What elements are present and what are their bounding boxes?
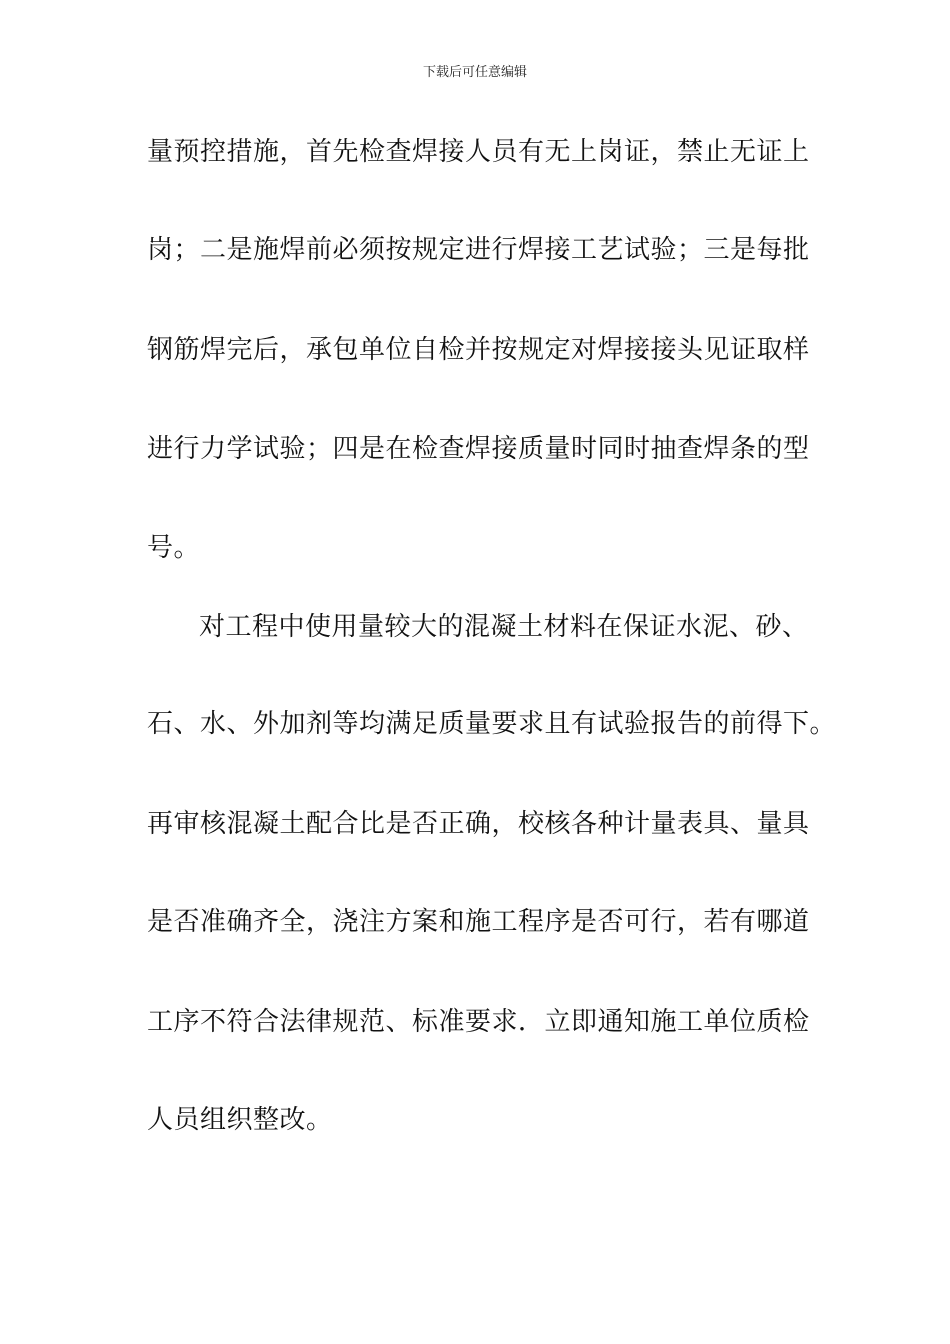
paragraph-line: 石、水、外加剂等均满足质量要求且有试验报告的前得下。 xyxy=(147,709,837,739)
paragraph-line: 岗；二是施焊前必须按规定进行焊接工艺试验；三是每批 xyxy=(147,235,810,265)
page-header: 下载后可任意编辑 xyxy=(422,65,527,80)
paragraph-line: 进行力学试验；四是在检查焊接质量时同时抽查焊条的型 xyxy=(147,434,810,464)
paragraph-line: 工序不符合法律规范、标准要求．立即通知施工单位质检 xyxy=(147,1007,810,1037)
paragraph-line: 对工程中使用量较大的混凝土材料在保证水泥、砂、 xyxy=(199,612,809,642)
paragraph-line: 钢筋焊完后，承包单位自检并按规定对焊接接头见证取样 xyxy=(147,335,810,365)
paragraph-line: 号。 xyxy=(147,533,201,563)
paragraph-line: 量预控措施，首先检查焊接人员有无上岗证，禁止无证上 xyxy=(147,137,810,167)
paragraph-line: 是否准确齐全，浇注方案和施工程序是否可行，若有哪道 xyxy=(147,907,810,937)
paragraph-line: 人员组织整改。 xyxy=(147,1105,333,1135)
paragraph-line: 再审核混凝土配合比是否正确，校核各种计量表具、量具 xyxy=(147,809,810,839)
